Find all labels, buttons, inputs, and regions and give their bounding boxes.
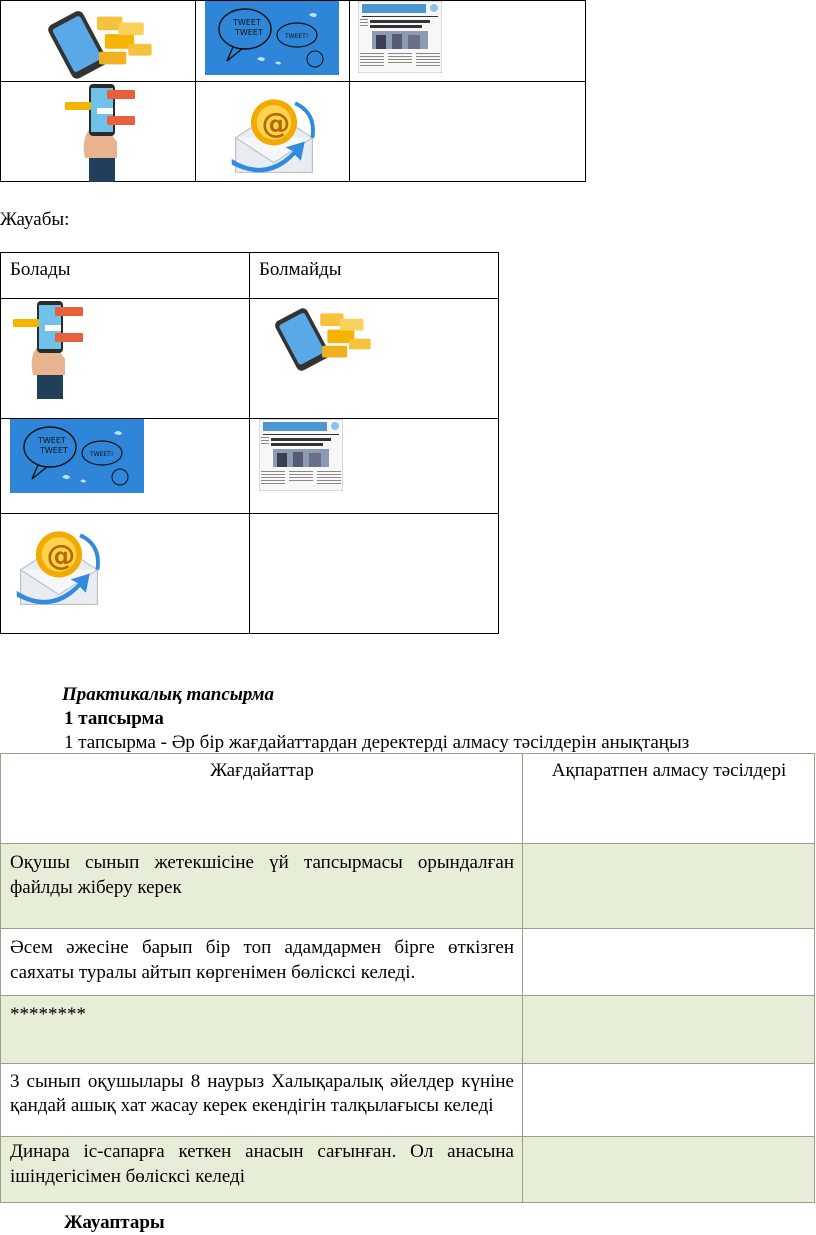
- answer-cell[interactable]: [523, 996, 815, 1064]
- task-table: [0, 753, 815, 1203]
- answer-cell[interactable]: [523, 844, 815, 929]
- hand-phone-chat-icon: [59, 82, 139, 182]
- answers-heading: Жауаптары: [64, 1212, 165, 1233]
- answer-cell[interactable]: [523, 929, 815, 996]
- phone-messages-icon: [39, 1, 159, 79]
- practical-title: Практикалық тапсырма: [62, 684, 275, 705]
- table-row: Динара іс-сапарға кеткен анасын сағынған. Ол анасына ішіндегісімен бөлісксі келеді: [1, 1137, 523, 1203]
- table-row: 3 сынып оқушылары 8 наурыз Халықаралық әйелдер күніне қандай ашық хат жасау керек екендігін талқылағысы келеді: [1, 1064, 523, 1137]
- answer-cell[interactable]: [523, 1064, 815, 1137]
- tweet-bubbles-icon: [205, 1, 339, 75]
- email-envelope-icon: [11, 516, 107, 612]
- empty-cell: [350, 82, 586, 182]
- table-row: Әсем әжесіне барып бір топ адамдармен бірге өткізген саяхаты туралы айтып көргенімен бөлісксі келеді.: [1, 929, 523, 996]
- hand-phone-chat-icon: [7, 299, 87, 399]
- answer-header-yes: Болады: [1, 253, 250, 299]
- empty-cell: [250, 514, 499, 634]
- answer-header-no: Болмайды: [250, 253, 499, 299]
- email-envelope-icon: [226, 84, 322, 180]
- task-header-methods: Ақпаратпен алмасу тәсілдері: [523, 754, 815, 844]
- newspaper-icon: [259, 419, 343, 491]
- answer-cell[interactable]: [523, 1137, 815, 1203]
- phone-messages-icon: [262, 299, 382, 371]
- answer-table: [0, 252, 499, 634]
- answer-label: Жауабы:: [0, 209, 70, 230]
- task-instruction: 1 тапсырма - Әр бір жағдайаттардан деректерді алмасу тәсілдерін анықтаңыз: [64, 732, 690, 753]
- table-row: Оқушы сынып жетекшісіне үй тапсырмасы орындалған файлды жіберу керек: [1, 844, 523, 929]
- task-number: 1 тапсырма: [64, 708, 164, 729]
- newspaper-icon: [358, 1, 442, 73]
- task-header-situations: Жағдайаттар: [1, 754, 523, 844]
- table-row: ********: [1, 996, 523, 1064]
- tweet-bubbles-icon: [10, 419, 144, 493]
